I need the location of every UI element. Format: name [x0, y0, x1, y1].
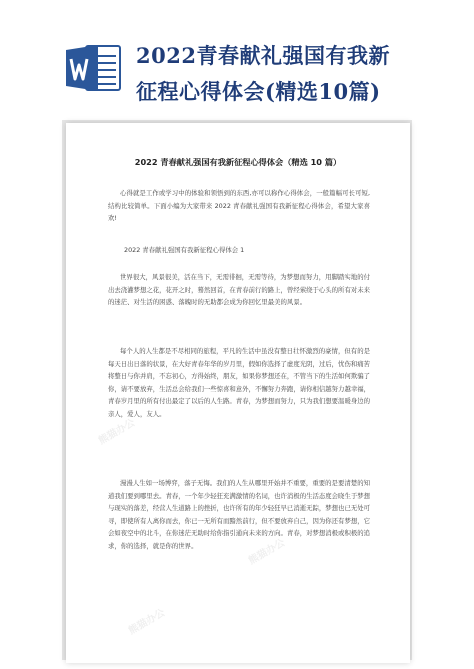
document-title: 2022 青春献礼强国有我新征程心得体会（精选 10 篇） [134, 157, 342, 167]
paragraph-3 [108, 477, 370, 553]
header [0, 0, 474, 112]
paragraph-3-text: 漫漫人生如一场博弈，落子无悔。我们的人生从哪里开始并不重要，重要的是要清楚的知道我们要到哪里去。青春，一个年少轻狂充满激情的名词，也许消极的生活态度会晓生于梦想与现实的落差，经营人生道路上的挫折，也许所有的年少轻狂早已消逝无踪，梦想也已无处可寻，即使所有人离你而去，你已一无所有而黯然前行，但不要放弃自己，因为你还有梦想，它会如夜空中的北斗，在你迷茫无助时给你指引通向未来的方向。青春，对梦想消极或积极的追求，你的选择，就是你的世界。 [108, 479, 371, 550]
watermark: 熊猫办公 [246, 537, 288, 567]
page-title [136, 38, 456, 110]
document-page[interactable] [66, 123, 410, 663]
paragraph-2 [108, 345, 370, 421]
section-heading: 2022 青春献礼强国有我新征程心得体会 1 [124, 246, 245, 254]
watermark: 熊猫办公 [126, 607, 168, 637]
title-line-1: 2022青春献礼强国有我新 [136, 43, 390, 68]
watermark: 熊猫办公 [96, 417, 138, 447]
intro-paragraph [108, 187, 370, 225]
paragraph-1 [108, 271, 370, 309]
intro-text: 心得就是工作或学习中的体验和领悟到的东西,亦可以称作心得体会，一般篇幅可长可短,结构比较简单。下面小编为大家带来 2022 青春献礼强国有我新征程心得体会，希望大家喜欢! [108, 189, 370, 223]
paragraph-1-text: 世界很大，风景很美，活在当下，无需徘徊，无需等待，为梦想而努力，用脚踏实地的付出去浇灌梦想之花，花开之时，蓦然回首，在青春前行的路上，曾经萦绕于心头的所有对未来的迷茫、对生活的困惑、落魄时的无助都会成为你回忆里最美的风景。 [108, 273, 371, 307]
title-line-2: 征程心得体会(精选10篇) [136, 79, 381, 104]
paragraph-2-text: 每个人的人生都是不尽相同的旅程，平凡的生活中虽没有整日壮怀激烈的豪情，但有的是每天日出日落的状景，在大好青春年华的岁月里，假如你选择了虚度光阴，过后，忧伤和痛苦将整日与你并肩，不忘初心，方得始终，朋友，如果你梦想还在，不管当下的生活如何欺骗了你，请不要放弃，生活总会给我们一些惊喜和意外，不懈努力奔跑，请你相信越努力越幸福，青春岁月里的所有付出最定了以后的人生路。青春，为梦想而努力，只为我们想要温暖身边的亲人，爱人，友人。 [108, 347, 371, 418]
word-icon [64, 42, 122, 94]
